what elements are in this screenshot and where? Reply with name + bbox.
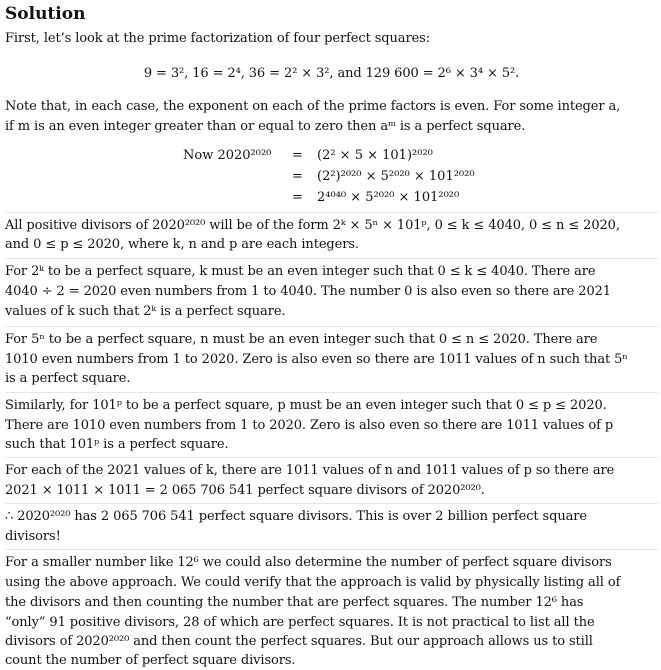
k-paragraph-line-1: For 2ᵏ to be a perfect square, k must be an even integer such that 0 ≤ k ≤ 4040. There are [5,264,596,279]
equation-rhs-3: 2⁴⁰⁴⁰ × 5²⁰²⁰ × 101²⁰²⁰ [317,190,460,205]
conclusion-line-2: divisors! [5,529,61,544]
small-number-line-5: divisors of 2020²⁰²⁰ and then count the perfect squares. But our approach allows us to still [5,634,593,649]
equation-rhs-1: (2² × 5 × 101)²⁰²⁰ [317,148,433,163]
divisors-line-1: All positive divisors of 2020²⁰²⁰ will be of the form 2ᵏ × 5ⁿ × 101ᵖ, 0 ≤ k ≤ 4040, 0 ≤ n ≤ 2020, [5,218,620,233]
divider [5,258,658,259]
k-paragraph-line-2: 4040 ÷ 2 = 2020 even numbers from 1 to 4040. The number 0 is also even so there are 2021 [5,284,611,299]
equation-equals-3: = [292,190,303,205]
n-paragraph-line-3: is a perfect square. [5,371,131,386]
p-paragraph-line-1: Similarly, for 101ᵖ to be a perfect square, p must be an even integer such that 0 ≤ p ≤ 2020. [5,398,607,413]
small-number-line-3: the divisors and then counting the number that are perfect squares. The number 12⁶ has [5,595,584,610]
solution-heading: Solution [5,4,86,24]
small-number-line-6: count the number of perfect square divisors. [5,653,296,668]
equation-equals-2: = [292,169,303,184]
n-paragraph-line-2: 1010 even numbers from 1 to 2020. Zero is also even so there are 1011 values of n such that 5ⁿ [5,352,628,367]
p-paragraph-line-2: There are 1010 even numbers from 1 to 2020. Zero is also even so there are 1011 values of p [5,418,614,433]
divider [5,326,658,327]
divider [5,212,658,213]
intro-text: First, let’s look at the prime factorization of four perfect squares: [5,31,431,46]
conclusion-line-1: ∴ 2020²⁰²⁰ has 2 065 706 541 perfect square divisors. This is over 2 billion perfect square [5,509,587,524]
small-number-line-2: using the above approach. We could verify that the approach is valid by physically listing all of [5,575,621,590]
divider [5,549,658,550]
note-line-2: if m is an even integer greater than or equal to zero then aᵐ is a perfect square. [5,119,526,134]
n-paragraph-line-1: For 5ⁿ to be a perfect square, n must be an even integer such that 0 ≤ n ≤ 2020. There are [5,332,598,347]
divider [5,392,658,393]
equation-equals-1: = [292,148,303,163]
small-number-line-1: For a smaller number like 12⁶ we could also determine the number of perfect square divisors [5,555,612,570]
divider [5,457,658,458]
divisors-line-2: and 0 ≤ p ≤ 2020, where k, n and p are each integers. [5,237,359,252]
total-paragraph-line-1: For each of the 2021 values of k, there are 1011 values of n and 1011 values of p so there are [5,463,615,478]
total-paragraph-line-2: 2021 × 1011 × 1011 = 2 065 706 541 perfect square divisors of 2020²⁰²⁰. [5,483,485,498]
p-paragraph-line-3: such that 101ᵖ is a perfect square. [5,437,229,452]
k-paragraph-line-3: values of k such that 2ᵏ is a perfect square. [5,304,286,319]
equation-rhs-2: (2²)²⁰²⁰ × 5²⁰²⁰ × 101²⁰²⁰ [317,169,475,184]
small-number-line-4: “only” 91 positive divisors, 28 of which are perfect squares. It is not practical to list all the [5,615,595,630]
factorization-equation: 9 = 3², 16 = 2⁴, 36 = 2² × 3², and 129 600 = 2⁶ × 3⁴ × 5². [143,66,520,81]
note-line-1: Note that, in each case, the exponent on each of the prime factors is even. For some integer a, [5,99,621,114]
equation-lhs: Now 2020²⁰²⁰ [183,148,272,163]
divider [5,503,658,504]
